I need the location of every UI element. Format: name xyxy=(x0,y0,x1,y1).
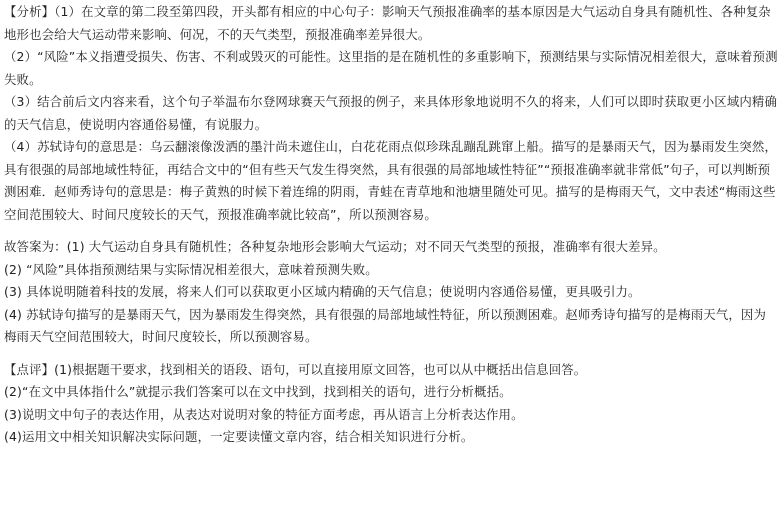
comment-paragraph-3: (3)说明文中句子的表达作用，从表达对说明对象的特征方面考虑，再从语言上分析表达作用。 xyxy=(4,406,524,422)
analysis-paragraph-2: （2）“风险”本义指遭受损失、伤害、不利或毁灭的可能性。这里指的是在随机性的多重影响下，预测结果与实际情况相差很大，意味着预测失败。 xyxy=(4,49,778,87)
analysis-section xyxy=(4,0,778,226)
answer-paragraph-2: (2) “风险”具体指预测结果与实际情况相差很大，意味着预测失败。 xyxy=(4,261,378,277)
comment-paragraph-4: (4)运用文中相关知识解决实际问题，一定要读懂文章内容，结合相关知识进行分析。 xyxy=(4,429,474,444)
comment-section xyxy=(4,359,778,449)
answer-section xyxy=(4,236,778,349)
analysis-paragraph-3: （3）结合前后文内容来看，这个句子举温布尔登网球赛天气预报的例子，来具体形象地说明不久的将来，人们可以即时获取更小区域内精确的天气信息，使说明内容通俗易懂，有说服力。 xyxy=(4,94,778,132)
answer-paragraph-1: 故答案为：(1) 大气运动自身具有随机性；各种复杂地形会影响大气运动；对不同天气类型的预报，准确率有很大差异。 xyxy=(4,239,666,254)
comment-paragraph-1: 【点评】(1)根据题干要求，找到相关的语段、语句，可以直接用原文回答，也可以从中概括出信息回答。 xyxy=(4,361,587,377)
analysis-paragraph-4: （4）苏轼诗句的意思是：乌云翻滚像泼洒的墨汁尚未遮住山，白花花雨点似珍珠乱蹦乱跳窜上船。描写的是暴雨天气，因为暴雨发生突然，具有很强的局部地域性特征，再结合文中的“但有些天气发生得突然，具有很强的局部地域性特征”“预报准确率就非常低”句子，可以判断预测困难．赵师秀诗句的意思是：梅子黄熟的时候下着连绵的阴雨，青蛙在青草地和池塘里随处可见。描写的是梅雨天气，文中表述“梅雨这些空间范围较大、时间尺度较长的天气，预报准确率就比较高”，所以预测容易。 xyxy=(4,139,778,222)
answer-paragraph-3: (3) 具体说明随着科技的发展，将来人们可以获取更小区域内精确的天气信息；使说明内容通俗易懂，更具吸引力。 xyxy=(4,284,641,299)
answer-paragraph-4: (4) 苏轼诗句描写的是暴雨天气，因为暴雨发生得突然，具有很强的局部地域性特征，所以预测困难。赵师秀诗句描写的是梅雨天气，因为梅雨天气空间范围较大，时间尺度较长，所以预测容易。 xyxy=(4,306,766,344)
comment-paragraph-2: (2)“在文中具体指什么”就提示我们答案可以在文中找到，找到相关的语句，进行分析概括。 xyxy=(4,384,512,399)
analysis-paragraph-1: 【分析】（1）在文章的第二段至第四段，开头都有相应的中心句子：影响天气预报准确率的基本原因是大气运动自身具有随机性、各种复杂地形也会给大气运动带来影响、何况，不的天气类型，预报准确率差异很大。 xyxy=(4,4,771,42)
